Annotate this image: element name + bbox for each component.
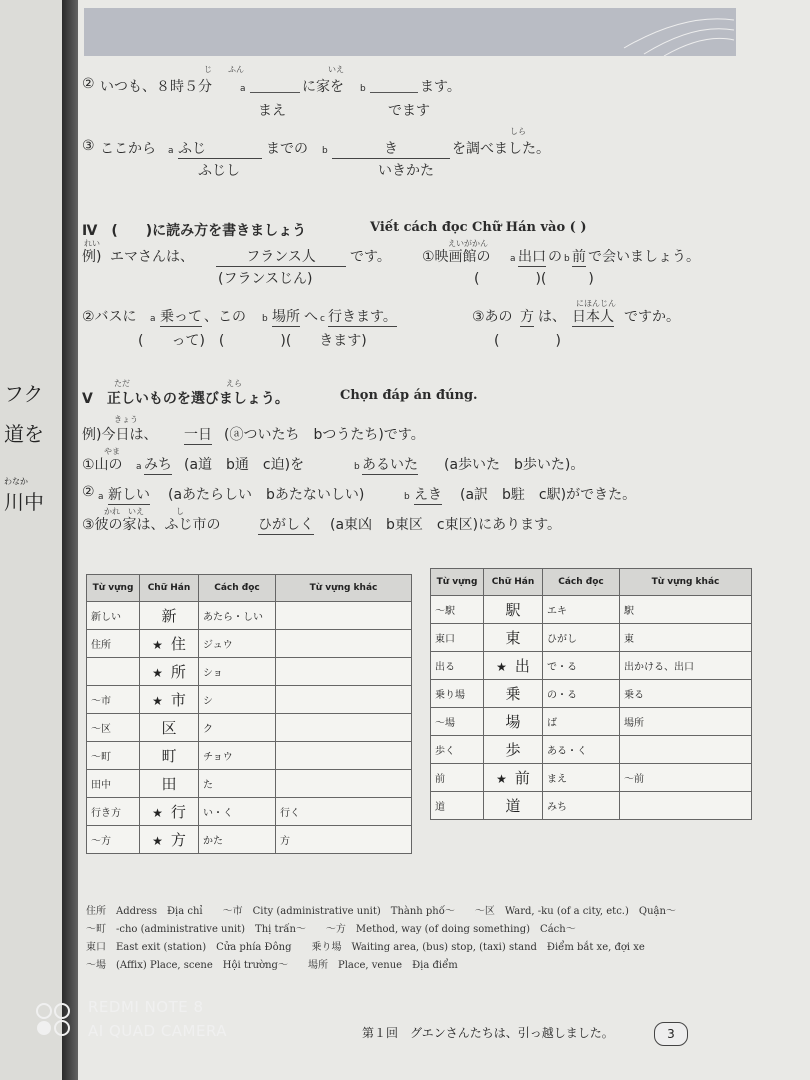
example-label: 例) [82,249,102,265]
banner-decoration [84,8,736,56]
vocab-cell: ～駅 [431,596,484,624]
kanji-cell [484,652,543,680]
ruby: かれ いえ し [104,507,184,516]
glossary-line: 住所 Address Địa chỉ ～市 City (administrative unit) Thành phố～ ～区 Ward, -ku (of a city, etc.) Quận～ [86,906,676,917]
table-row [87,798,412,826]
table-row [431,764,752,792]
left-fragment: 川中 [4,490,44,514]
target-word: 前 [572,246,586,267]
question-choices: (a東凶 b東区 c東区)にあります。 [330,517,561,533]
other-vocab-cell: 行く [276,798,412,826]
other-vocab-cell [620,736,752,764]
kanji-text: 行 [170,803,186,821]
reading: まえ [258,103,286,119]
example-word: フランス人 [216,246,346,267]
section-heading-vi: Chọn đáp án đúng. [340,388,478,403]
reading-cell: ショ [199,658,276,686]
question-choices: (a歩いた b歩いた)。 [444,457,585,473]
star-icon: ★ [152,666,163,680]
kanji-vocab-table-left [86,574,412,854]
kanji-text: 所 [170,663,186,681]
ruby: えら [226,379,242,388]
sub-b: b [354,462,360,472]
header-banner [84,8,736,56]
star-icon: ★ [152,694,163,708]
vocab-cell [87,658,140,686]
kanji-cell [140,714,199,742]
other-vocab-cell: ～前 [620,764,752,792]
kanji-text: 前 [514,769,530,787]
kanji-cell [140,630,199,658]
kanji-text: 歩 [505,741,521,759]
kanji-cell [140,742,199,770]
glossary-line: 東口 East exit (station) Cửa phía Đông 乗り場 Waiting area, (bus) stop, (taxi) stand Điểm bắt xe, đợi xe [86,942,645,953]
ruby: きょう [114,415,138,424]
kanji-cell [484,680,543,708]
question-text: へ [304,309,318,325]
watermark-model: REDMI NOTE 8 [88,998,204,1016]
col-header: Từ vựng khác [620,569,752,596]
other-vocab-cell: 出かける、出口 [620,652,752,680]
target-word: 乗って [160,306,202,327]
question-text: ですか。 [624,309,680,325]
kanji-text: 方 [170,831,186,849]
question-text: ①映画館の [422,249,491,265]
sub-b: b [404,492,410,502]
section-heading: Ⅳ ( )に読み方を書きましょう [82,223,307,239]
sub-a: a [510,254,516,264]
question-text: ② [82,484,95,500]
answer-blank[interactable] [370,76,418,93]
vocab-cell: 前 [431,764,484,792]
question-text: いつも、８時５分 [100,79,212,95]
other-vocab-cell [276,742,412,770]
other-vocab-cell [276,770,412,798]
kanji-text: 新 [161,607,177,625]
section-heading-vi: Viết cách đọc Chữ Hán vào ( ) [370,220,587,235]
vocab-cell: ～方 [87,826,140,854]
vocab-cell: 道 [431,792,484,820]
answer-paren[interactable]: ( )( ) [474,271,594,287]
vocab-cell: 歩く [431,736,484,764]
target-word: えき [414,484,442,505]
table-row [87,630,412,658]
example-text: 例)今日は、 [82,427,158,443]
question-text: を調べました。 [452,141,550,157]
other-vocab-cell: 乗る [620,680,752,708]
kanji-text: 出 [514,657,530,675]
vocab-cell: 出る [431,652,484,680]
kanji-cell [484,624,543,652]
watermark-camera: AI QUAD CAMERA [88,1022,228,1040]
kanji-cell [140,826,199,854]
kanji-cell [484,596,543,624]
vocab-cell: 新しい [87,602,140,630]
kanji-cell [140,798,199,826]
reading-cell: ジュウ [199,630,276,658]
question-text: ます。 [420,79,461,95]
vocab-cell: ～市 [87,686,140,714]
ruby: ふん [228,65,244,74]
ruby: にほんじん [576,299,616,308]
table-row [87,602,412,630]
col-header: Cách đọc [543,569,620,596]
example-text: です。 [350,249,391,265]
reading-cell: ば [543,708,620,736]
reading-cell: あたら・しい [199,602,276,630]
star-icon: ★ [496,660,507,674]
left-page-edge [0,0,62,1080]
kanji-text: 場 [505,713,521,731]
kanji-cell [140,658,199,686]
question-text: ②バスに [82,309,137,325]
sub-a: a [150,314,156,324]
page-number: 3 [654,1022,688,1046]
example-text: エマさんは、 [110,249,194,265]
reading-cell: チョウ [199,742,276,770]
reading-cell: ひがし [543,624,620,652]
vocab-cell: 東口 [431,624,484,652]
ruby: やま [104,447,120,456]
glossary-line: ～場 (Affix) Place, scene Hội trường～ 場所 Place, venue Địa điểm [86,960,458,971]
kanji-text: 田 [161,775,177,793]
sub-a: a [98,492,104,502]
sub-b: b [360,84,366,94]
reading-cell: ある・く [543,736,620,764]
table-row [431,708,752,736]
kanji-text: 市 [170,691,186,709]
table-row [431,652,752,680]
col-header: Từ vựng khác [276,575,412,602]
question-text: までの [266,141,308,157]
other-vocab-cell: 方 [276,826,412,854]
kanji-cell [484,708,543,736]
col-header: Từ vựng [431,569,484,596]
left-fragment: フク [4,382,44,406]
col-header: Chữ Hán [140,575,199,602]
table-row [431,736,752,764]
target-word: 新しい [108,484,150,505]
ruby: えいがかん [448,239,488,248]
vocab-cell: 乗り場 [431,680,484,708]
target-word: みち [144,454,172,475]
example-reading: (フランスじん) [218,271,313,287]
answer-blank[interactable] [250,76,300,93]
kanji-cell [484,764,543,792]
ruby: いえ [328,65,344,74]
sub-a: a [240,84,246,94]
question-text: ここから [100,141,156,157]
ruby: れい [84,239,100,248]
reading-cell: かた [199,826,276,854]
vocab-cell: 田中 [87,770,140,798]
section-heading: Ⅴ 正しいものを選びましょう。 [82,391,289,407]
vocab-cell: ～区 [87,714,140,742]
kanji-text: 区 [161,719,177,737]
question-text: は、 [538,309,566,325]
question-text: ③彼の家は、ふじ市の [82,517,221,533]
question-number: ③ [82,138,95,154]
reading-cell: シ [199,686,276,714]
reading-cell: エキ [543,596,620,624]
star-icon: ★ [152,806,163,820]
question-choices: (aあたらしい bあたないしい) [168,487,365,503]
kanji-text: 町 [161,747,177,765]
example-choices: (ⓐついたち bつうたち)です。 [224,427,425,443]
target-word: 行きます。 [328,306,397,327]
other-vocab-cell: 場所 [620,708,752,736]
reading-cell: まえ [543,764,620,792]
question-text: ①山の [82,457,123,473]
kanji-text: 駅 [505,601,521,619]
table-row [87,826,412,854]
table-row [431,596,752,624]
question-text: ③あの [472,309,513,325]
reading: ふじし [198,163,240,179]
kanji-text: 住 [170,635,186,653]
question-text: の [548,249,562,265]
col-header: Cách đọc [199,575,276,602]
other-vocab-cell: 東 [620,624,752,652]
kanji-cell [484,792,543,820]
answer-paren[interactable]: ( って) ( )( きます) [138,333,367,349]
reading-cell: で・る [543,652,620,680]
target-word: き [332,138,450,159]
table-row [87,658,412,686]
question-text: で会いましょう。 [588,249,700,265]
star-icon: ★ [152,638,163,652]
target-word: ふじ [178,138,262,159]
other-vocab-cell [276,714,412,742]
chapter-footer: 第１回 グエンさんたちは、引っ越しました。 [362,1026,614,1040]
target-word: あるいた [362,454,418,475]
target-word: ひがしく [258,514,314,535]
other-vocab-cell [276,602,412,630]
star-icon: ★ [152,834,163,848]
question-text: 、この [204,309,246,325]
question-number: ② [82,76,95,92]
star-icon: ★ [496,772,507,786]
other-vocab-cell [276,686,412,714]
question-choices: (a道 b通 c迫)を [184,457,305,473]
sub-b: b [262,314,268,324]
kanji-cell [140,770,199,798]
table-row [87,714,412,742]
kanji-cell [140,602,199,630]
textbook-page [78,0,810,1080]
kanji-vocab-table-right [430,568,752,820]
table-row [431,680,752,708]
reading: いきかた [378,163,434,179]
question-text: に家を [302,79,344,95]
other-vocab-cell [620,792,752,820]
col-header: Từ vựng [87,575,140,602]
target-word: 方 [520,306,534,327]
vocab-cell: ～町 [87,742,140,770]
reading-cell: ク [199,714,276,742]
target-word: 場所 [272,306,300,327]
table-row [431,792,752,820]
reading-cell: の・る [543,680,620,708]
sub-b: b [564,254,570,264]
table-row [87,686,412,714]
example-word: 一日 [184,424,212,445]
ruby: しら [510,127,526,136]
vocab-cell: 住所 [87,630,140,658]
sub-c: c [320,314,325,324]
left-fragment: わなか [4,477,28,486]
vocab-cell: 行き方 [87,798,140,826]
kanji-text: 乗 [505,685,521,703]
glossary-line: ～町 -cho (administrative unit) Thị trấn～ ～方 Method, way (of doing something) Cách～ [86,924,576,935]
target-word: 日本人 [572,306,614,327]
kanji-text: 道 [505,797,521,815]
question-choices: (a訳 b駐 c駅)ができた。 [460,487,637,503]
table-row [87,770,412,798]
other-vocab-cell [276,630,412,658]
reading: でます [388,103,430,119]
kanji-cell [140,686,199,714]
ruby: ただ [114,379,130,388]
other-vocab-cell: 駅 [620,596,752,624]
reading-cell: みち [543,792,620,820]
vocab-cell: ～場 [431,708,484,736]
reading-cell: た [199,770,276,798]
other-vocab-cell [276,658,412,686]
table-row [431,624,752,652]
reading-cell: い・く [199,798,276,826]
ruby: じ [204,65,212,74]
table-row [87,742,412,770]
kanji-cell [484,736,543,764]
camera-logo-icon [34,1002,74,1038]
kanji-text: 東 [505,629,521,647]
answer-paren[interactable]: ( ) [494,333,561,349]
sub-b: b [322,146,328,156]
left-fragment: 道を [4,422,44,446]
target-word: 出口 [518,246,546,267]
col-header: Chữ Hán [484,569,543,596]
sub-a: a [136,462,142,472]
sub-a: a [168,146,174,156]
